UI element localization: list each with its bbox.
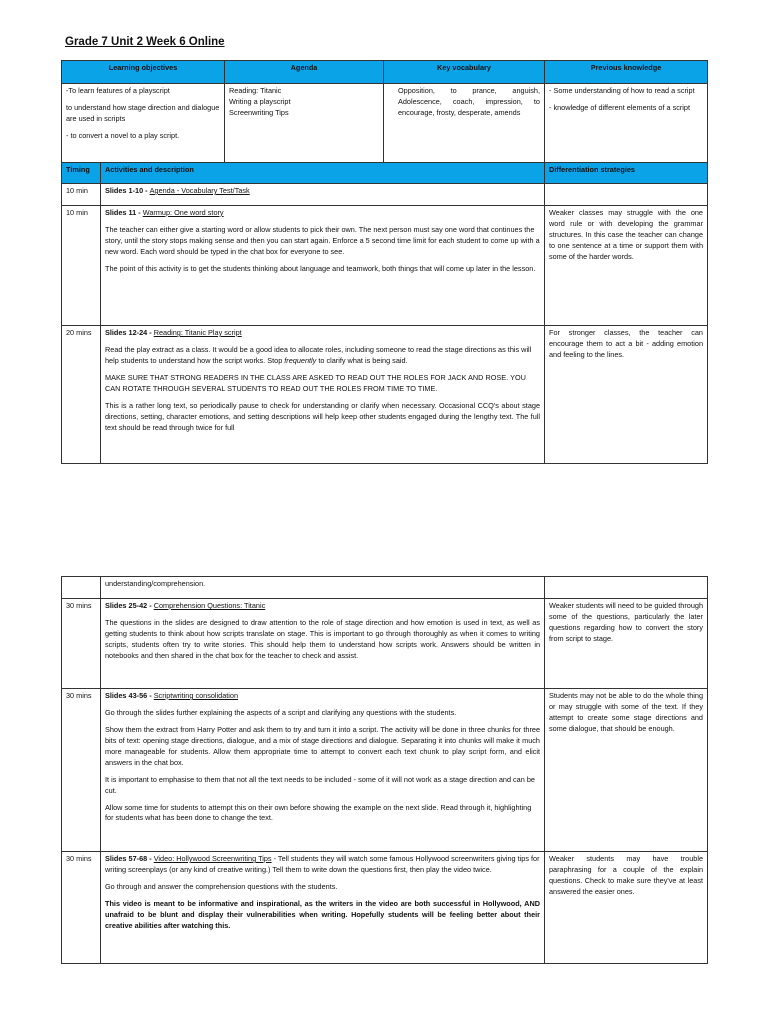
activity-topic: Reading: Titanic Play script bbox=[153, 328, 242, 337]
slides-separator: - bbox=[143, 186, 150, 195]
activity-paragraph: - Tell students they will watch some famous Hollywood screenwriters giving tips for writing screenplays (or any kind of creative writing.) Tell them to write down the questions first, then play the video twice. bbox=[105, 854, 540, 874]
activity-topic: Warmup: One word story bbox=[142, 208, 224, 217]
slides-separator: - bbox=[147, 601, 154, 610]
slides-separator: - bbox=[147, 328, 154, 337]
table-row bbox=[62, 326, 708, 464]
slides-label: Slides 11 bbox=[105, 208, 137, 217]
activity-paragraph: This is a rather long text, so periodically pause to check for understanding or clarify when necessary. Occasional CCQ's about stage directions, setting, character emotions, and setting descriptions will help keep other students engaged during the lengthy text. The full text should be read through twice for full bbox=[105, 400, 540, 432]
slides-label: Slides 25-42 bbox=[105, 601, 148, 610]
slides-separator: - bbox=[147, 854, 154, 863]
objective-item: - to convert a novel to a play script. bbox=[66, 130, 180, 140]
timing-cell: 30 mins bbox=[62, 689, 101, 852]
activity-paragraph-bold: This video is meant to be informative and inspirational, as the writers in the video are both successful in Hollywood, AND unafraid to be blunt and display their vulnerabilities when writing. Hopefully students will be feeling better about their creative abilities after watching this. bbox=[105, 898, 540, 930]
agenda-item: Screenwriting Tips bbox=[229, 107, 289, 117]
table-row bbox=[62, 689, 708, 852]
table-row bbox=[62, 599, 708, 689]
header-timing: Timing bbox=[62, 163, 101, 184]
header-key-vocabulary: Key vocabulary bbox=[384, 61, 545, 84]
page-title: Grade 7 Unit 2 Week 6 Online bbox=[65, 36, 225, 48]
emphasis-word: frequently bbox=[284, 355, 317, 365]
header-learning-objectives: Learning objectives bbox=[62, 61, 225, 84]
slides-separator: - bbox=[136, 208, 143, 217]
vocabulary-cell: Opposition, to prance, anguish, Adolescence, coach, impression, to encourage, frosty, desperate, amends bbox=[384, 84, 545, 163]
table-row bbox=[62, 852, 708, 964]
agenda-item: Reading: Titanic bbox=[229, 86, 282, 95]
table-row bbox=[62, 206, 708, 326]
activity-paragraph: Show them the extract from Harry Potter and ask them to try and turn it into a script. The activity will be done in three chunks for three bits of text: opening stage directions, dialogue, and a mix of stage directions and dialogue. Separating it into chunks will make it much more manageable for students. Allow them appropriate time to attempt to convert each text chunk to play script form, and elicit answers in the chat box. bbox=[105, 724, 540, 767]
timing-cell: 10 min bbox=[62, 206, 101, 326]
timing-cell: 30 mins bbox=[62, 599, 101, 689]
previous-knowledge-item: - knowledge of different elements of a script bbox=[549, 102, 691, 112]
objective-item: -To learn features of a playscript bbox=[66, 86, 170, 95]
differentiation-cell bbox=[545, 184, 708, 206]
table-row bbox=[62, 184, 708, 206]
activity-topic: Scriptwriting consolidation bbox=[153, 691, 239, 700]
activity-paragraph: The teacher can either give a starting word or allow students to pick their own. The next person must say one word that continues the story, until the story stops making sense and then you can start again. Enforce a 5 second time limit for each student to come up with a new word. Each word should be typed in the chat box for everyone to see. bbox=[105, 224, 540, 256]
activity-paragraph-caps: MAKE SURE THAT STRONG READERS IN THE CLASS ARE ASKED TO READ OUT THE ROLES FOR JACK AND ROSE. YOU CAN ROTATE THROUGH SEVERAL STUDENTS TO READ OUT THE ROLES FROM TIME TO TIME. bbox=[105, 372, 526, 393]
previous-knowledge-item: - Some understanding of how to read a script bbox=[549, 86, 695, 95]
activity-cell bbox=[101, 852, 545, 964]
activity-cell bbox=[101, 206, 545, 326]
header-agenda: Agenda bbox=[225, 61, 384, 84]
agenda-cell bbox=[225, 84, 384, 163]
lesson-plan-table-bottom bbox=[61, 576, 708, 964]
header-differentiation: Differentiation strategies bbox=[545, 163, 708, 184]
slides-label: Slides 12-24 bbox=[105, 328, 148, 337]
slides-label: Slides 57-68 bbox=[105, 854, 148, 863]
differentiation-cell: Weaker students will need to be guided through some of the questions, particularly the later questions regarding how to convert the story from script to stage. bbox=[545, 599, 708, 689]
previous-knowledge-cell bbox=[545, 84, 708, 163]
activity-topic: Video: Hollywood Screenwriting Tips bbox=[153, 854, 272, 863]
activity-cell bbox=[101, 599, 545, 689]
table-row bbox=[62, 577, 708, 599]
differentiation-cell: Students may not be able to do the whole thing or may struggle with some of the text. If they attempt to create some stage directions and some dialogue, that should be enough. bbox=[545, 689, 708, 852]
lesson-plan-table-top bbox=[61, 60, 708, 464]
activity-paragraph: Go through the slides further explaining the aspects of a script and clarifying any questions with the students. bbox=[105, 707, 457, 717]
activity-paragraph-end: to clarify what is being said. bbox=[316, 355, 408, 365]
slides-label: Slides 1-10 bbox=[105, 186, 144, 195]
timing-cell: 20 mins bbox=[62, 326, 101, 464]
timing-cell: 30 mins bbox=[62, 852, 101, 964]
activity-cell bbox=[101, 184, 545, 206]
agenda-item: Writing a playscript bbox=[229, 96, 291, 106]
differentiation-cell: For stronger classes, the teacher can encourage them to act a bit - adding emotion and feeling to the lines. bbox=[545, 326, 708, 464]
activity-paragraph: Allow some time for students to attempt this on their own before showing the example on the next slide. Read through it, highlighting for students what has been done to change the text. bbox=[105, 802, 532, 823]
header-previous-knowledge: Previous knowledge bbox=[545, 61, 708, 84]
activity-paragraph: The point of this activity is to get the students thinking about language and teamwork, both things that will come up later in the lesson. bbox=[105, 263, 536, 273]
slides-label: Slides 43-56 bbox=[105, 691, 148, 700]
objectives-cell bbox=[62, 84, 225, 163]
differentiation-cell: Weaker classes may struggle with the one word rule or with developing the grammar structures. In this case the teacher can change to one sentence at a time or support them with some of the harder words. bbox=[545, 206, 708, 326]
activity-paragraph: It is important to emphasise to them that not all the text needs to be included - some of it will not work as a stage direction and can be cut. bbox=[105, 774, 535, 795]
differentiation-cell bbox=[545, 577, 708, 599]
activity-cell-continued: understanding/comprehension. bbox=[101, 577, 545, 599]
activity-paragraph: Go through and answer the comprehension questions with the students. bbox=[105, 881, 338, 891]
activity-cell bbox=[101, 689, 545, 852]
activity-topic: Comprehension Questions: Titanic bbox=[153, 601, 266, 610]
activity-paragraph: Read the play extract as a class. It would be a good idea to allocate roles, including someone to read the stage directions as this will help students to understand how the script works. Stop bbox=[105, 344, 532, 365]
slides-separator: - bbox=[147, 691, 154, 700]
differentiation-cell: Weaker students may have trouble paraphrasing for a couple of the explain questions. Check to make sure they've at least answered the easier ones. bbox=[545, 852, 708, 964]
activity-cell bbox=[101, 326, 545, 464]
timing-cell: 10 min bbox=[62, 184, 101, 206]
activity-topic: Agenda - Vocabulary Test/Task bbox=[149, 186, 250, 195]
timing-cell bbox=[62, 577, 101, 599]
activity-paragraph: The questions in the slides are designed to draw attention to the role of stage direction and how emotion is used in text, as well as getting students to think about how scripts translate on stage. This is important to go through thoroughly as when it comes to writing scripts, students often try to write stories. This should help them to understand how scripts work. Answers should be written in notebooks and then shared in the chat box for the teacher to check and assist. bbox=[105, 617, 540, 660]
objective-item: to understand how stage direction and dialogue are used in scripts bbox=[66, 102, 220, 123]
header-activities: Activities and description bbox=[101, 163, 545, 184]
